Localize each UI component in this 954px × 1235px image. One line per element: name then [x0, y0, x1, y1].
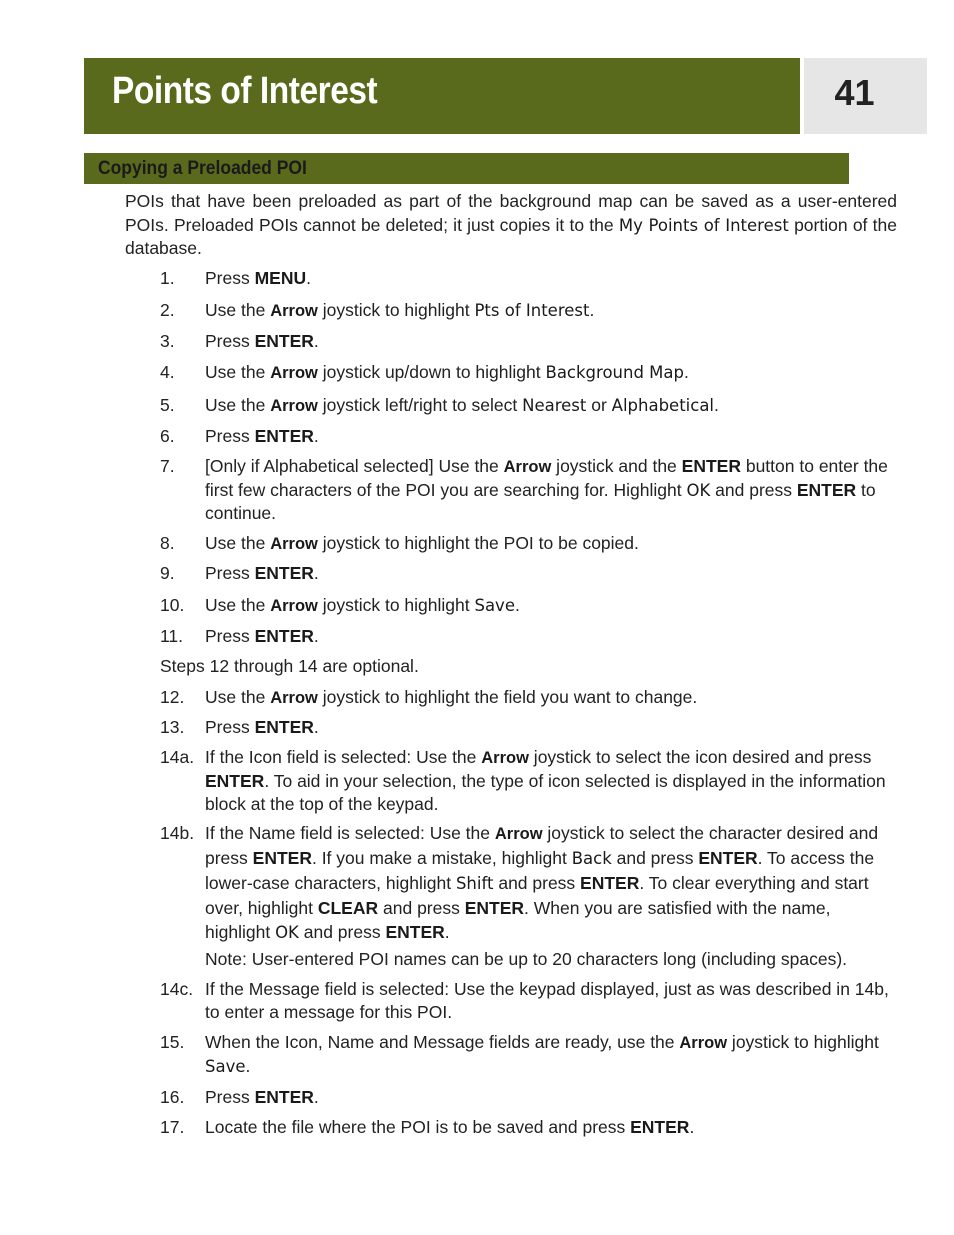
step-text: Use the Arrow joystick to highlight Save. — [205, 595, 520, 615]
step-text: If the Name field is selected: Use the Arrow joystick to select the character desired and press ENTER. If you make a mistake, highlight Back and press ENTER. To access the lower-case characters, highlight Shift and press ENTER. To clear everything and start over, highlight CLEAR and press ENTER. When you are satisfied with the name, highlight OK and press ENTER. — [205, 823, 879, 942]
step-number: 1. — [160, 268, 175, 288]
step-number: 8. — [160, 533, 175, 553]
step-text: Press ENTER. — [205, 717, 319, 737]
step-number: 14a. — [160, 747, 195, 767]
step-text: Locate the file where the POI is to be saved and press ENTER. — [205, 1117, 695, 1137]
step-number: 13. — [160, 717, 185, 737]
step-text: [Only if Alphabetical selected] Use the Arrow joystick and the ENTER button to enter the first few characters of the POI you are searching for. Highlight OK and press ENTER to continue. — [205, 456, 888, 523]
chapter-title: Points of Interest — [112, 70, 378, 112]
step-number: 10. — [160, 595, 185, 615]
step-text: Press ENTER. — [205, 331, 319, 351]
step-number: 16. — [160, 1087, 185, 1107]
step-number: 5. — [160, 395, 175, 415]
optional-steps-note: Steps 12 through 14 are optional. — [160, 656, 419, 676]
step-text: Press ENTER. — [205, 626, 319, 646]
step-text: If the Message field is selected: Use the keypad displayed, just as was described in 14b, to enter a message for this POI. — [205, 979, 889, 1022]
step-text: Use the Arrow joystick up/down to highlight Background Map. — [205, 362, 689, 382]
step-number: 12. — [160, 687, 185, 707]
step-number: 3. — [160, 331, 175, 351]
step-number: 11. — [160, 626, 184, 646]
step-text: Use the Arrow joystick to highlight the field you want to change. — [205, 687, 698, 707]
step-text: Use the Arrow joystick to highlight the POI to be copied. — [205, 533, 639, 553]
step-number: 2. — [160, 300, 175, 320]
name-length-note: Note: User-entered POI names can be up to 20 characters long (including spaces). — [205, 949, 848, 969]
step-text: Use the Arrow joystick to highlight Pts of Interest. — [205, 300, 595, 320]
step-text: If the Icon field is selected: Use the Arrow joystick to select the icon desired and press ENTER. To aid in your selection, the type of icon selected is displayed in the information block at the top of the keypad. — [205, 747, 886, 814]
intro-paragraph: POIs that have been preloaded as part of the background map can be saved as a user-entered POIs. Preloaded POIs cannot be deleted; it just copies it to the My Points of Interest portion of the database. — [125, 191, 897, 258]
step-text: When the Icon, Name and Message fields are ready, use the Arrow joystick to highlight Save. — [205, 1032, 879, 1076]
section-title: Copying a Preloaded POI — [98, 158, 307, 179]
step-number: 7. — [160, 456, 175, 476]
step-text: Press ENTER. — [205, 426, 319, 446]
step-number: 6. — [160, 426, 175, 446]
step-text: Press ENTER. — [205, 563, 319, 583]
step-text: Press MENU. — [205, 268, 312, 288]
step-number: 4. — [160, 362, 175, 382]
step-number: 14b. — [160, 823, 195, 843]
step-number: 15. — [160, 1032, 185, 1052]
step-text: Use the Arrow joystick left/right to select Nearest or Alphabetical. — [205, 395, 719, 415]
page-number-box — [804, 58, 927, 134]
step-text: Press ENTER. — [205, 1087, 319, 1107]
page-number: 41 — [834, 72, 875, 113]
step-number: 9. — [160, 563, 175, 583]
step-number: 17. — [160, 1117, 185, 1137]
step-number: 14c. — [160, 979, 194, 999]
